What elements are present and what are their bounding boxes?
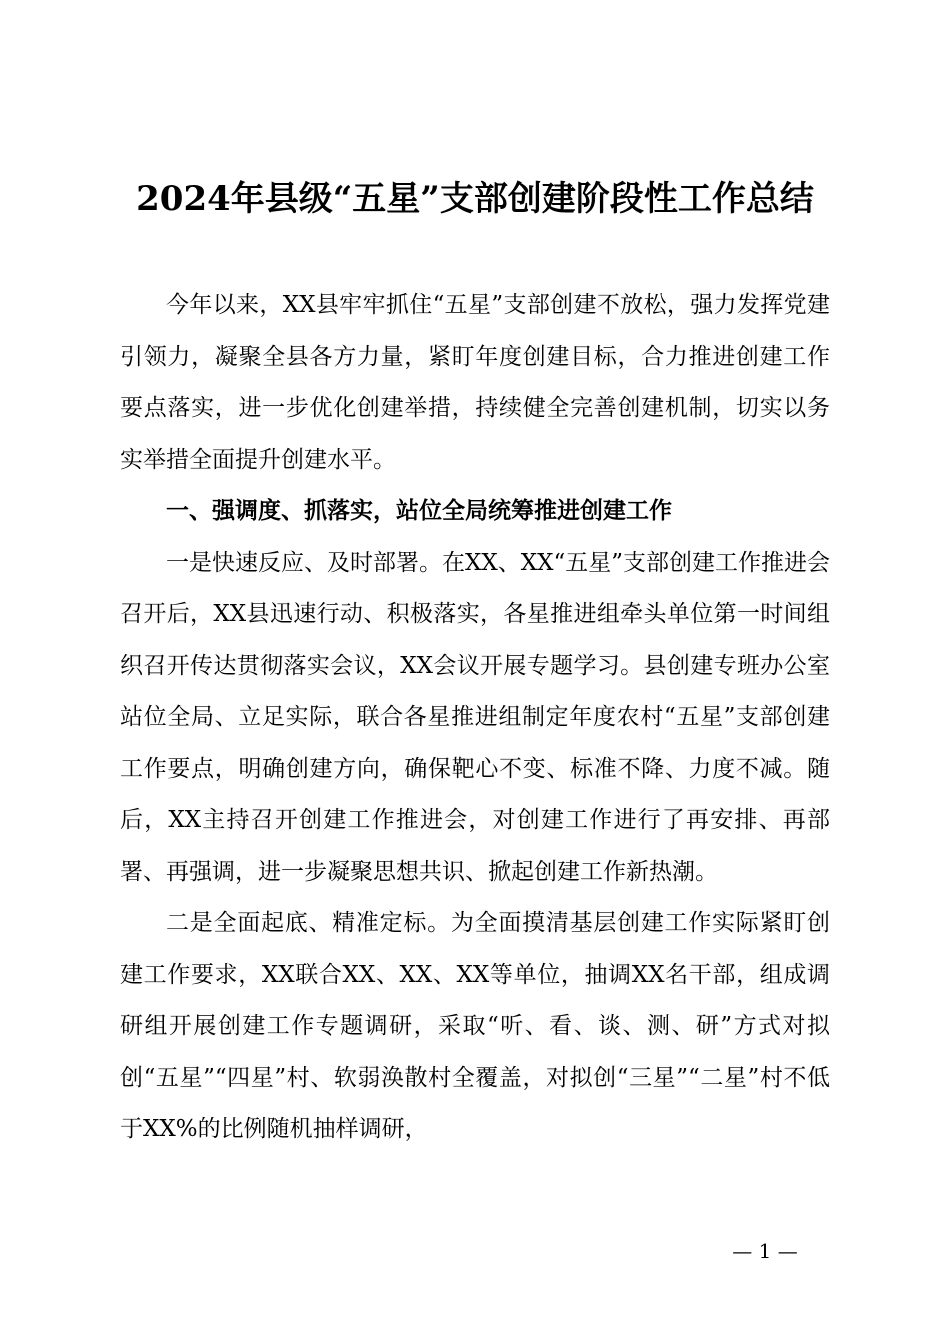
- page-number: — 1 —: [732, 1239, 798, 1263]
- intro-paragraph: 今年以来，XX县牢牢抓住“五星”支部创建不放松，强力发挥党建引领力，凝聚全县各方力量，紧盯年度创建目标，合力推进创建工作要点落实，进一步优化创建举措，持续健全完善创建机制，切实以务实举措全面提升创建水平。: [120, 292, 830, 473]
- body-paragraph-2: 二是全面起底、精准定标。为全面摸清基层创建工作实际紧盯创建工作要求，XX联合XX、XX、XX等单位，抽调XX名干部，组成调研组开展创建工作专题调研，采取“听、看、谈、测、研”方式对拟创“五星”“四星”村、软弱涣散村全覆盖，对拟创“三星”“二星”村不低于XX%的比例随机抽样调研，: [120, 910, 830, 1142]
- document-body: [120, 280, 830, 1156]
- document-title: 2024年县级“五星”支部创建阶段性工作总结: [136, 179, 814, 219]
- section-heading-1: 一、强调度、抓落实，站位全局统筹推进创建工作: [166, 498, 672, 524]
- body-paragraph-1: 一是快速反应、及时部署。在XX、XX“五星”支部创建工作推进会召开后，XX县迅速行动、积极落实，各星推进组牵头单位第一时间组织召开传达贯彻落实会议，XX会议开展专题学习。县创建专班办公室站位全局、立足实际，联合各星推进组制定年度农村“五星”支部创建工作要点，明确创建方向，确保靶心不变、标准不降、力度不减。随后，XX主持召开创建工作推进会，对创建工作进行了再安排、再部署、再强调，进一步凝聚思想共识、掀起创建工作新热潮。: [120, 549, 831, 885]
